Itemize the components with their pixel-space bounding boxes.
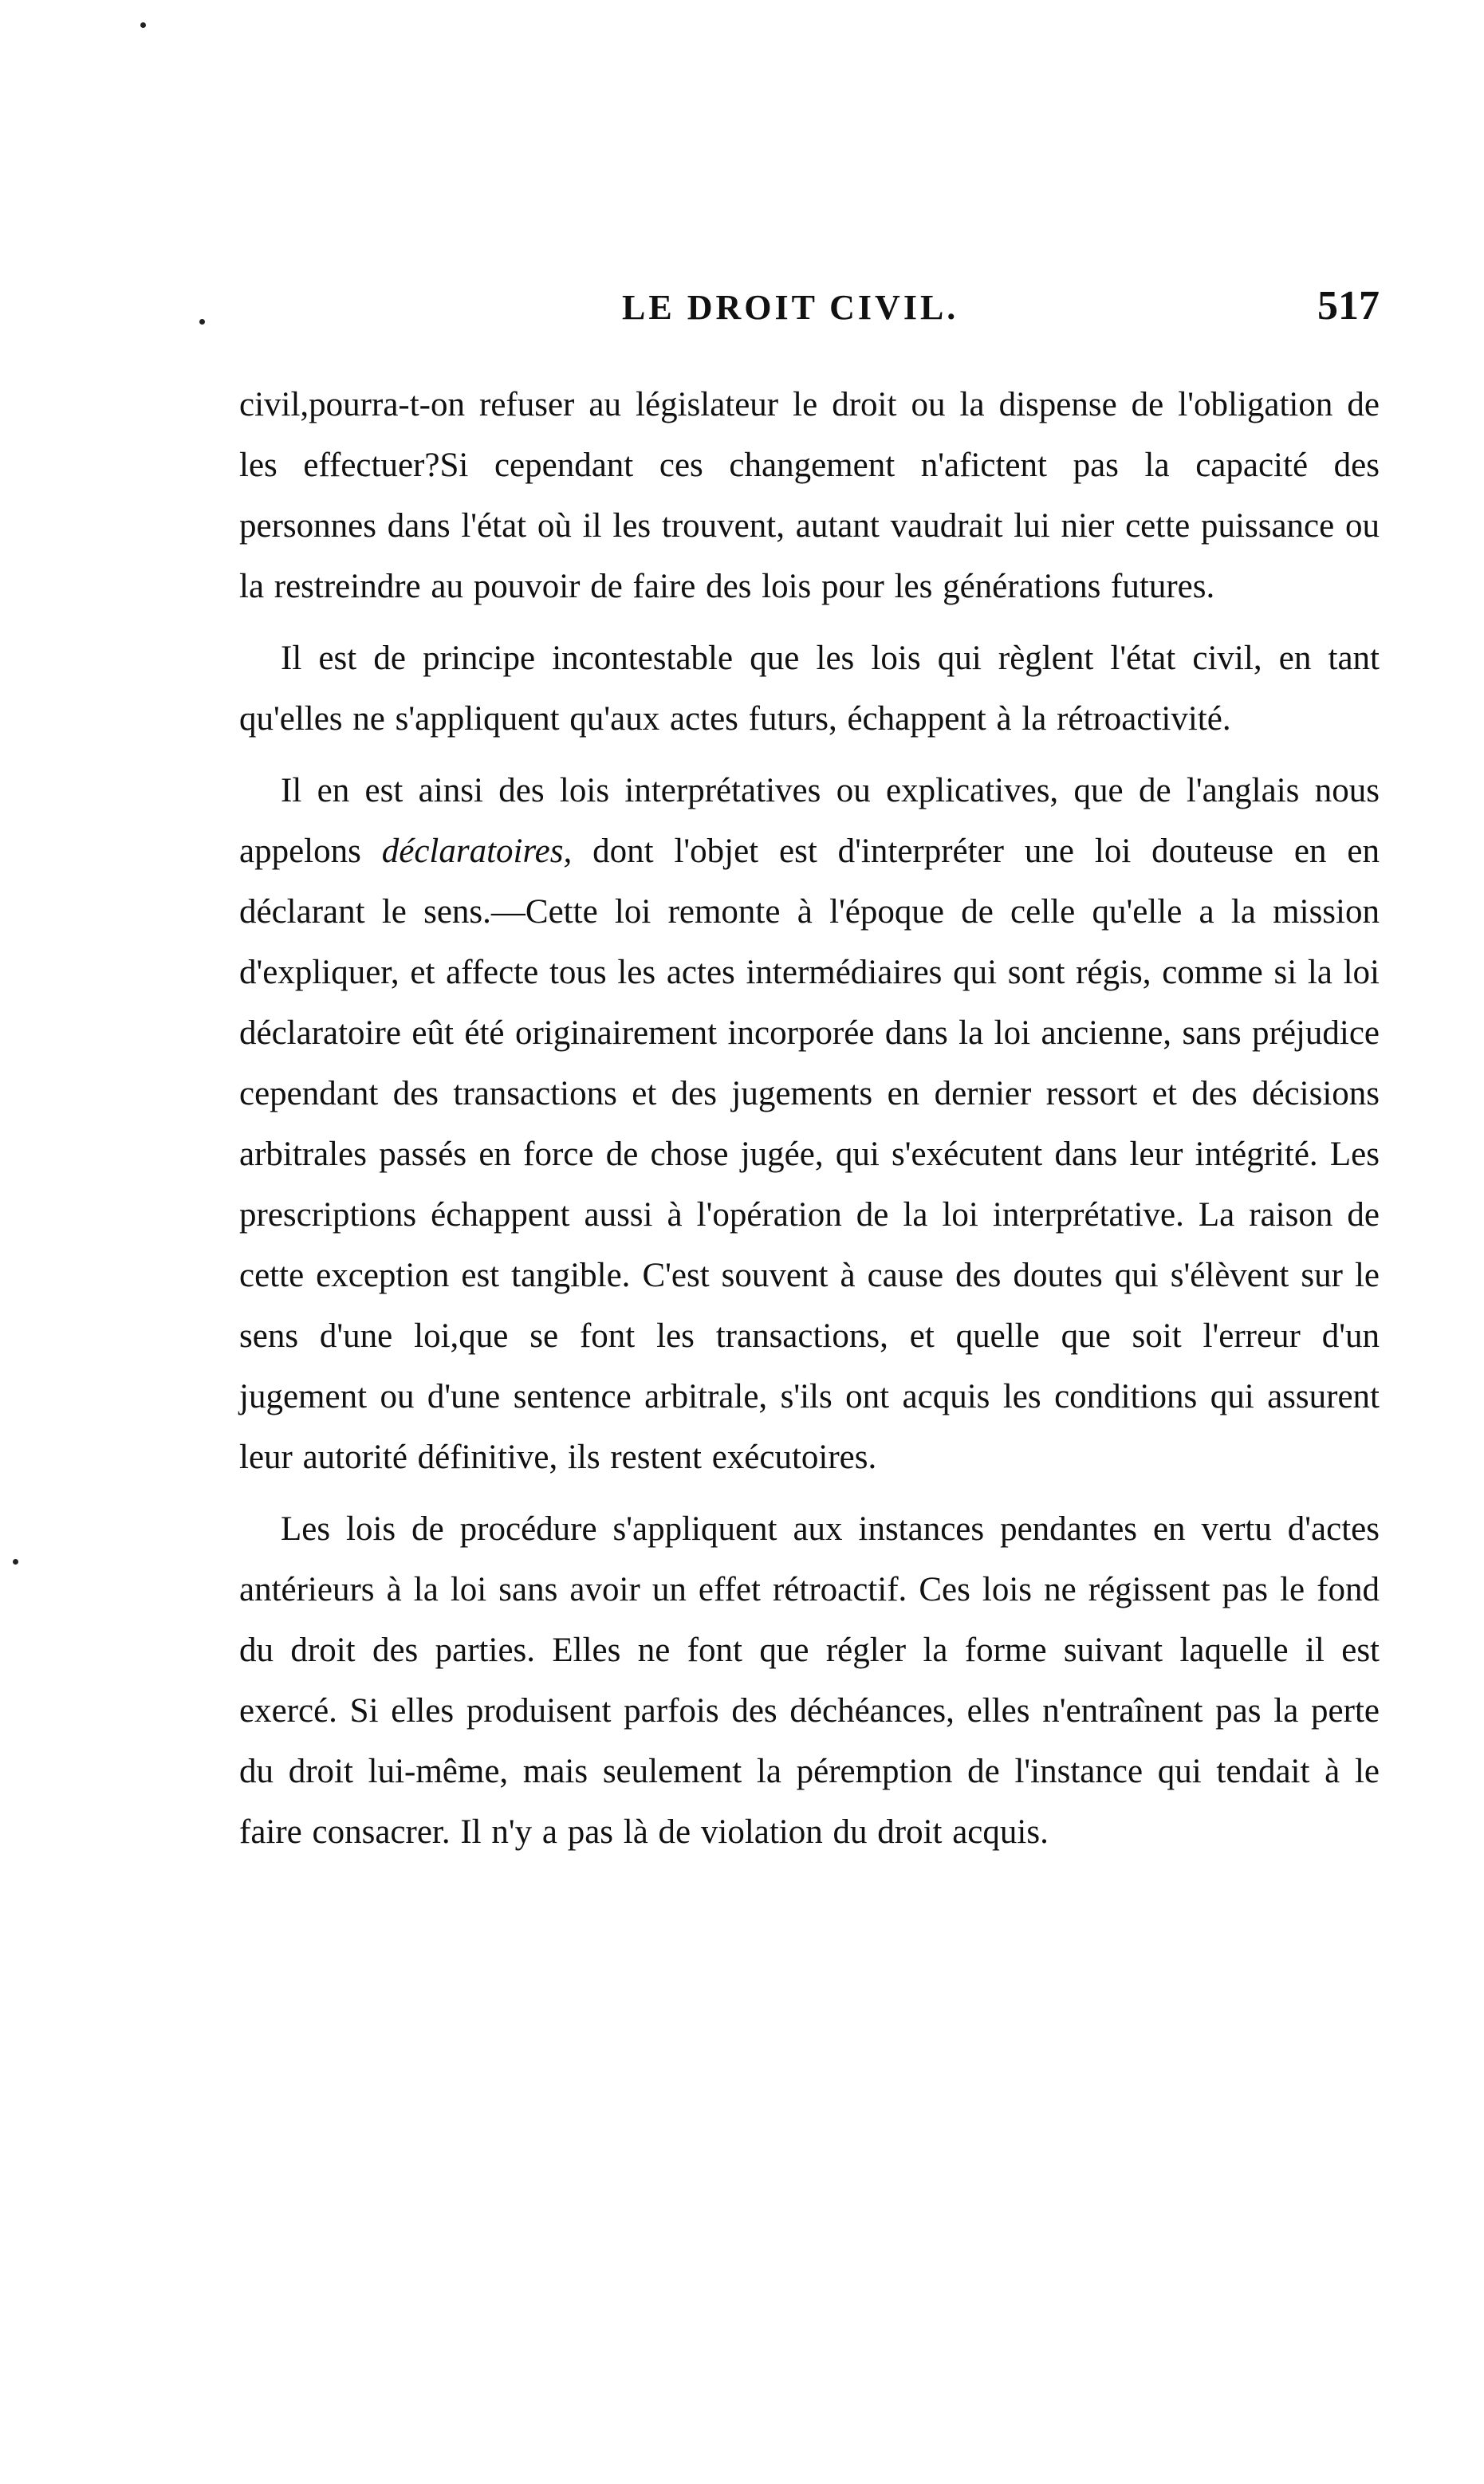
body-text: [239, 375, 1380, 1874]
italic-term: déclaratoires,: [381, 833, 573, 870]
paragraph-3-start: Il en est ainsi des lois interprétatives ou explicatives, que de l'anglais nous appelons: [239, 772, 1380, 870]
paragraph-4: Les lois de procédure s'appliquent aux instances pendantes en vertu d'actes antérieurs à la loi sans avoir un effet rétroactif. Ces lois ne régissent pas le fond du droit des parties. Elles ne font que régler la forme suivant laquelle il est exercé. Si elles produisent parfois des déchéances, elles n'entraînent pas la perte du droit lui-même, mais seulement la péremption de l'instance qui tendait à le faire consacrer. Il n'y a pas là de violation du droit acquis.: [239, 1510, 1380, 1851]
print-speck: [199, 319, 205, 325]
print-speck: [13, 1559, 18, 1565]
paragraph-3: [239, 761, 1380, 1488]
print-speck: [140, 22, 146, 28]
page-header: [239, 283, 1380, 343]
paragraph-1: civil,pourra-t-on refuser au législateur le droit ou la dispense de l'obligation de les effectuer?Si cependant ces changement n'afictent pas la capacité des personnes dans l'état où il les trouvent, autant vaudrait lui nier cette puissance ou la restreindre au pouvoir de faire des lois pour les générations futures.: [239, 386, 1380, 605]
paragraph-2: Il est de principe incontestable que les lois qui règlent l'état civil, en tant qu'elles ne s'appliquent qu'aux actes futurs, échappent à la rétroactivité.: [239, 640, 1380, 738]
paragraph-3-end: dont l'objet est d'interpréter une loi douteuse en en déclarant le sens.—Cette loi remonte à l'époque de celle qu'elle a la mission d'expliquer, et affecte tous les actes intermédiaires qui sont régis, comme si la loi déclaratoire eût été originairement incorporée dans la loi ancienne, sans préjudice cependant des transactions et des jugements en dernier ressort et des décisions arbitrales passés en force de chose jugée, qui s'exécutent dans leur intégrité. Les prescriptions échappent aussi à l'opération de la loi interprétative. La raison de cette exception est tangible. C'est souvent à cause des doutes qui s'élèvent sur le sens d'une loi,que se font les transactions, et quelle que soit l'erreur d'un jugement ou d'une sentence arbitrale, s'ils ont acquis les conditions qui assurent leur autorité définitive, ils restent exécutoires.: [239, 833, 1380, 1476]
page-number: 517: [1317, 283, 1380, 329]
running-head: LE DROIT CIVIL.: [622, 288, 959, 327]
